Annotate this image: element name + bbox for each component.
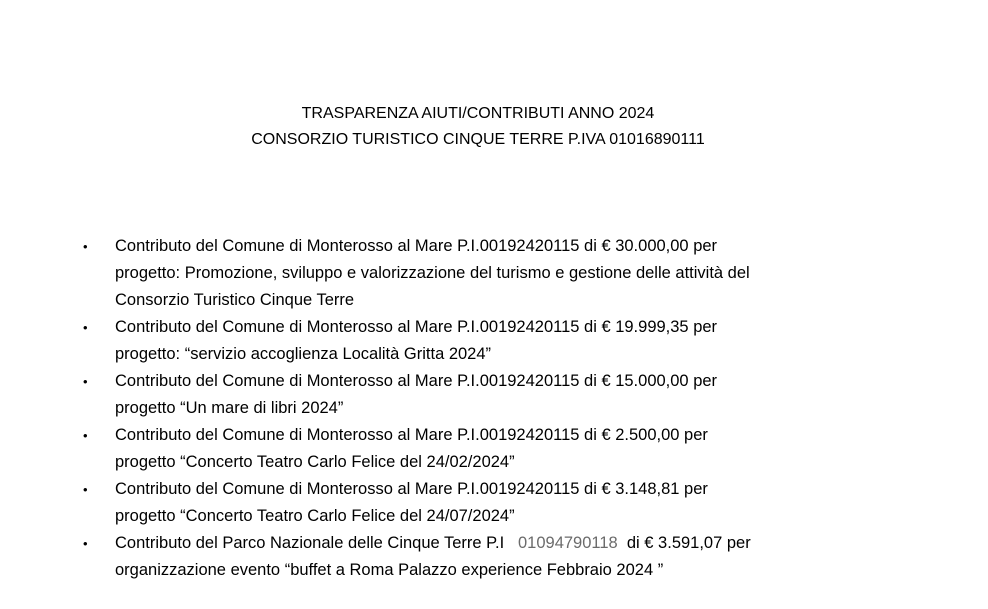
item-line: Contributo del Comune di Monterosso al Mare P.I.00192420115 di € 19.999,35 per [115,318,718,336]
bullet-icon: • [83,428,88,443]
bullet-icon: • [83,239,88,254]
item-line: progetto “Concerto Teatro Carlo Felice del 24/02/2024” [115,453,515,471]
item-text: Contributo del Parco Nazionale delle Cinque Terre P.I [115,534,505,552]
heading-subtitle: CONSORZIO TURISTICO CINQUE TERRE P.IVA 01016890111 [251,131,705,148]
bullet-icon: • [83,536,88,551]
list-item [0,233,988,314]
item-line: progetto “Un mare di libri 2024” [115,399,344,417]
item-text: di € 3.591,07 per [626,534,751,552]
item-line [115,530,888,557]
bullet-icon: • [83,374,88,389]
item-line: Contributo del Comune di Monterosso al Mare P.I.00192420115 di € 3.148,81 per [115,480,708,498]
list-item [0,476,988,530]
bullet-icon: • [83,482,88,497]
item-line: progetto: “servizio accoglienza Località Gritta 2024” [115,345,492,363]
document-heading [0,101,956,153]
bullet-icon: • [83,320,88,335]
heading-title: TRASPARENZA AIUTI/CONTRIBUTI ANNO 2024 [301,105,655,122]
list-item [0,368,988,422]
item-line: Contributo del Comune di Monterosso al Mare P.I.00192420115 di € 30.000,00 per [115,237,718,255]
contributions-list [0,233,988,584]
item-line: Contributo del Comune di Monterosso al Mare P.I.00192420115 di € 15.000,00 per [115,372,718,390]
partita-iva-value: 01094790118 [517,534,618,552]
item-line: organizzazione evento “buffet a Roma Palazzo experience Febbraio 2024 ” [115,561,664,579]
list-item [0,422,988,476]
item-line: progetto: Promozione, sviluppo e valorizzazione del turismo e gestione delle attività del [115,264,750,282]
list-item [0,530,988,584]
item-line: Contributo del Comune di Monterosso al Mare P.I.00192420115 di € 2.500,00 per [115,426,708,444]
item-line: progetto “Concerto Teatro Carlo Felice del 24/07/2024” [115,507,515,525]
item-line: Consorzio Turistico Cinque Terre [115,291,355,309]
list-item [0,314,988,368]
